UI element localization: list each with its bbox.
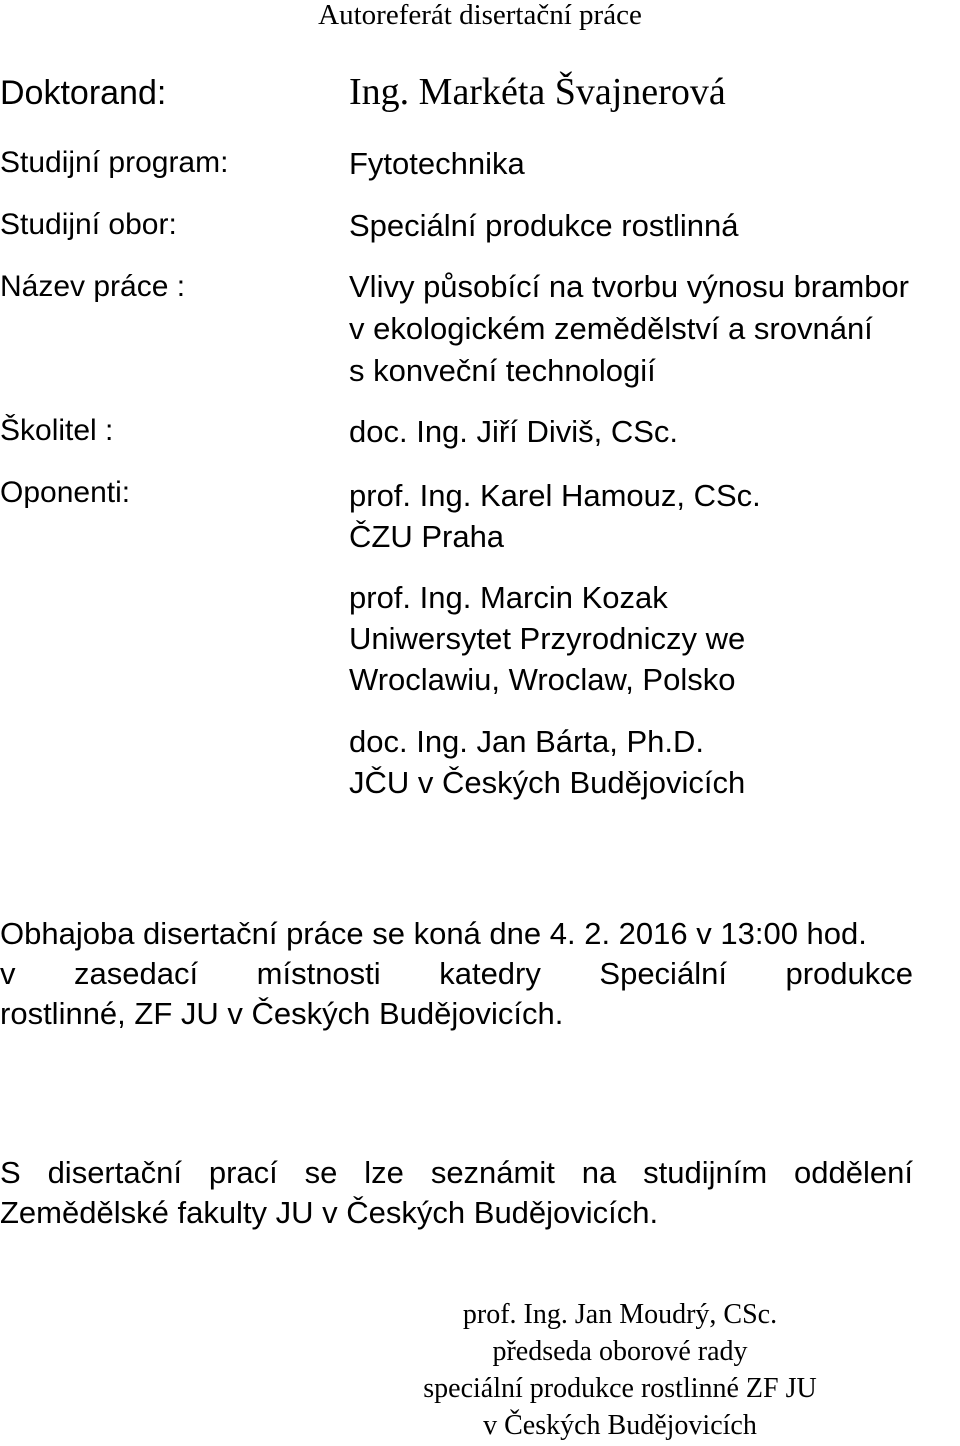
- nazev-line: s konveční technologií: [349, 353, 656, 388]
- oponent-entry: [349, 577, 745, 700]
- defense-line: v zasedací místnosti katedry Speciální produkce: [0, 956, 913, 991]
- signature-block: [380, 1296, 860, 1444]
- access-line: Zemědělské fakulty JU v Českých Budějovicích.: [0, 1195, 659, 1230]
- signature-location: v Českých Budějovicích: [483, 1410, 757, 1441]
- oponent-entry: [349, 721, 745, 803]
- signature-role: speciální produkce rostlinné ZF JU: [423, 1373, 817, 1404]
- oponent-affiliation: Uniwersytet Przyrodniczy we: [349, 621, 746, 656]
- defense-paragraph: [0, 914, 913, 1034]
- oponenti-label: Oponenti:: [0, 476, 131, 509]
- oponent-affiliation: Wroclawiu, Wroclaw, Polsko: [349, 662, 736, 697]
- nazev-line: Vlivy působící na tvorbu výnosu brambor: [349, 269, 909, 304]
- access-line: S disertační prací se lze seznámit na studijním oddělení: [0, 1155, 913, 1190]
- nazev-line: v ekologickém zemědělství a srovnání: [349, 311, 873, 346]
- access-paragraph: [0, 1153, 913, 1233]
- oponent-name: doc. Ing. Jan Bárta, Ph.D.: [349, 724, 704, 759]
- doktorand-label: Doktorand:: [0, 74, 167, 112]
- oponent-entry: [349, 475, 761, 557]
- oponent-affiliation: ČZU Praha: [349, 519, 505, 554]
- doktorand-value: Ing. Markéta Švajnerová: [349, 71, 726, 113]
- signature-role: předseda oborové rady: [492, 1336, 748, 1367]
- skolitel-label: Školitel :: [0, 414, 114, 447]
- nazev-label: Název práce :: [0, 270, 186, 303]
- skolitel-value: doc. Ing. Jiří Diviš, CSc.: [349, 414, 679, 449]
- oponent-name: prof. Ing. Marcin Kozak: [349, 580, 668, 615]
- oponent-affiliation: JČU v Českých Budějovicích: [349, 765, 746, 800]
- signature-name: prof. Ing. Jan Moudrý, CSc.: [462, 1299, 778, 1330]
- program-value: Fytotechnika: [349, 146, 525, 181]
- oponent-name: prof. Ing. Karel Hamouz, CSc.: [349, 478, 761, 513]
- defense-line: rostlinné, ZF JU v Českých Budějovicích.: [0, 996, 564, 1031]
- document-header: Autoreferát disertační práce: [318, 0, 642, 31]
- obor-label: Studijní obor:: [0, 208, 177, 241]
- defense-line: Obhajoba disertační práce se koná dne 4. 2. 2016 v 13:00 hod.: [0, 916, 867, 951]
- nazev-value: [349, 266, 909, 392]
- program-label: Studijní program:: [0, 146, 229, 179]
- obor-value: Speciální produkce rostlinná: [349, 208, 739, 243]
